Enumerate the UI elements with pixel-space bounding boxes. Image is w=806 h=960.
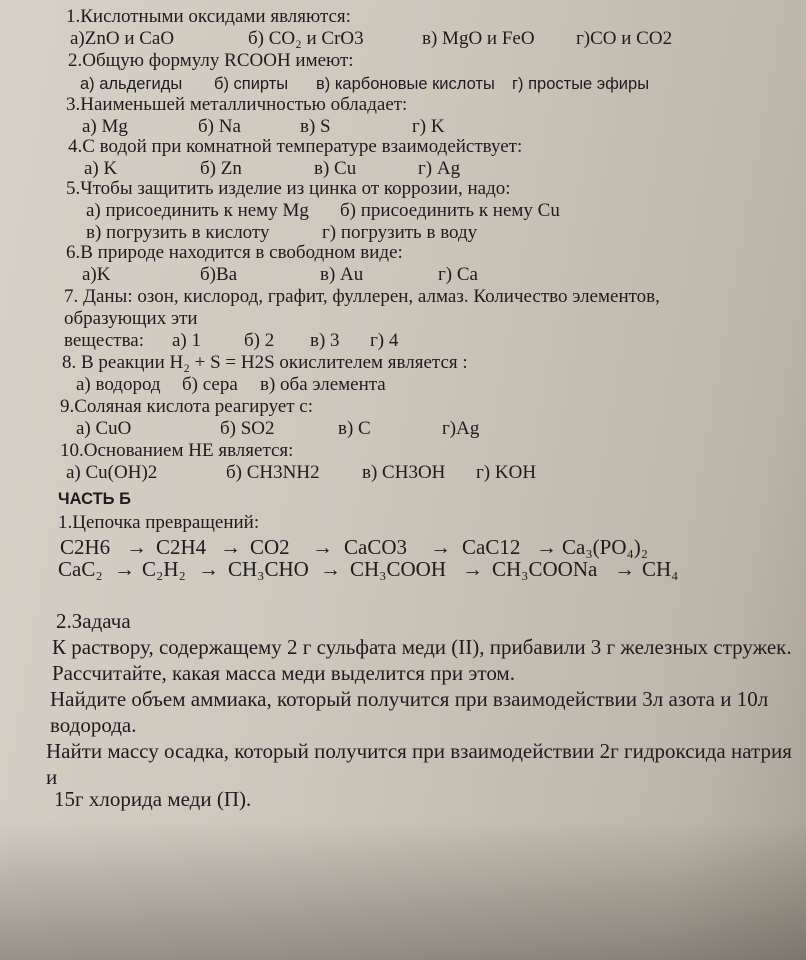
option-c: в) карбоновые кислоты <box>316 75 495 93</box>
question-7-stem-line2: образующих эти <box>64 308 198 329</box>
page-shadow <box>0 820 806 960</box>
option-b: б) CO₂ и CrO3 <box>248 28 364 49</box>
option-b: б) спирты <box>214 75 289 93</box>
option-b: б) сера <box>182 374 238 395</box>
arrow-icon: → <box>430 535 451 559</box>
option-d: г) простые эфиры <box>512 75 650 93</box>
arrow-icon: → <box>320 557 341 581</box>
option-d: г) Ca <box>438 264 478 285</box>
chain-1-item: C2H4 <box>156 535 207 559</box>
chain-2-item: CH₃CHO <box>228 557 309 581</box>
task-line: Найти массу осадка, который получится при взаимодействии 2г гидроксида натрия <box>46 739 792 763</box>
option-b: б) Na <box>198 116 241 137</box>
option-a: а) водород <box>76 374 161 395</box>
question-2-stem: 2.Общую формулу RCOOH имеют: <box>68 50 354 71</box>
option-d: г) 4 <box>370 330 399 351</box>
question-8-stem: 8. В реакции H₂ + S = H2S окислителем является : <box>62 352 468 373</box>
option-c: в) оба элемента <box>260 374 386 395</box>
option-b: б) SO2 <box>220 418 275 439</box>
option-a: а)ZnO и CaO <box>70 28 175 49</box>
task-line: 15г хлорида меди (П). <box>54 787 252 811</box>
option-a: а) CuO <box>76 418 132 439</box>
option-a: а) альдегиды <box>80 75 183 93</box>
question-1-options <box>70 28 800 52</box>
question-7-options <box>64 330 784 354</box>
option-a: а) K <box>84 158 118 179</box>
question-7-stem: 7. Даны: озон, кислород, графит, фуллерен, алмаз. Количество элементов, <box>64 286 660 307</box>
question-10-options <box>66 462 766 486</box>
arrow-icon: → <box>220 535 241 559</box>
arrow-icon: → <box>462 557 483 581</box>
part-b-title: ЧАСТЬ Б <box>58 490 131 508</box>
question-3-stem: 3.Наименьшей металличностью обладает: <box>66 94 408 115</box>
option-a: а) Cu(OH)2 <box>66 462 158 483</box>
question-1-stem: 1.Кислотными оксидами являются: <box>66 6 351 27</box>
option-b: б) 2 <box>244 330 275 351</box>
option-c: в) C <box>338 418 371 439</box>
option-a: а) Mg <box>82 116 128 137</box>
task-line: Рассчитайте, какая масса меди выделится при этом. <box>52 661 515 685</box>
chain-2-item: C₂H₂ <box>142 557 186 581</box>
option-d: г)Ag <box>442 418 480 439</box>
task-line: и <box>46 765 58 789</box>
chain-2-item: CH₄ <box>642 557 679 581</box>
option-b: б)Ba <box>200 264 238 285</box>
option-d: г) K <box>412 116 445 137</box>
question-7-stem-line3: вещества: <box>64 330 144 351</box>
option-c: в) Au <box>320 264 364 285</box>
chain-1-item: CO2 <box>250 535 290 559</box>
arrow-icon: → <box>198 557 219 581</box>
arrow-icon: → <box>114 557 135 581</box>
option-a: а)K <box>82 264 111 285</box>
question-10-stem: 10.Основанием НЕ является: <box>60 440 294 461</box>
option-c: в) 3 <box>310 330 340 351</box>
chain-1-item: Ca₃(PO₄)₂ <box>562 535 649 559</box>
arrow-icon: → <box>126 535 147 559</box>
option-d: г) Ag <box>418 158 461 179</box>
option-c: в) CH3OH <box>362 462 446 483</box>
option-c: в) S <box>300 116 331 137</box>
option-a: а) присоединить к нему Mg <box>86 200 309 221</box>
option-c: в) погрузить в кислоту <box>86 222 270 243</box>
chain-1-item: C2H6 <box>60 535 111 559</box>
question-9-options <box>76 418 776 442</box>
chain-1-item: CaCO3 <box>344 535 407 559</box>
arrow-icon: → <box>536 535 557 559</box>
task-line: водорода. <box>50 713 137 737</box>
chain-1-item: CaC12 <box>462 535 521 559</box>
option-a: а) 1 <box>172 330 202 351</box>
task-line: К раствору, содержащему 2 г сульфата меди (II), прибавили 3 г железных стружек. <box>52 635 792 659</box>
question-8-options <box>76 374 776 398</box>
question-9-stem: 9.Соляная кислота реагирует с: <box>60 396 314 417</box>
chain-title: 1.Цепочка превращений: <box>58 512 260 533</box>
option-b: б) Zn <box>200 158 242 179</box>
option-d: г) погрузить в воду <box>322 222 478 243</box>
chain-line-2 <box>58 558 798 584</box>
option-b: б) CH3NH2 <box>226 462 320 483</box>
question-4-stem: 4.С водой при комнатной температуре взаимодействует: <box>68 136 523 157</box>
option-c: в) Cu <box>314 158 357 179</box>
option-b: б) присоединить к нему Cu <box>340 200 560 221</box>
chain-2-item: CaC₂ <box>58 557 103 581</box>
option-c: в) MgO и FeO <box>422 28 535 49</box>
option-d: г) KOH <box>476 462 537 483</box>
question-5-stem: 5.Чтобы защитить изделие из цинка от коррозии, надо: <box>66 178 511 199</box>
question-6-options <box>82 264 782 288</box>
question-5-options-row1 <box>86 200 786 224</box>
task-line: Найдите объем аммиака, который получится при взаимодействии 3л азота и 10л <box>50 687 769 711</box>
chain-2-item: CH₃COOH <box>350 557 446 581</box>
arrow-icon: → <box>614 557 635 581</box>
option-d: г)CO и CO2 <box>576 28 673 49</box>
task-title: 2.Задача <box>56 609 131 633</box>
question-6-stem: 6.В природе находится в свободном виде: <box>66 242 403 263</box>
chain-2-item: CH₃COONa <box>492 557 598 581</box>
arrow-icon: → <box>312 535 333 559</box>
